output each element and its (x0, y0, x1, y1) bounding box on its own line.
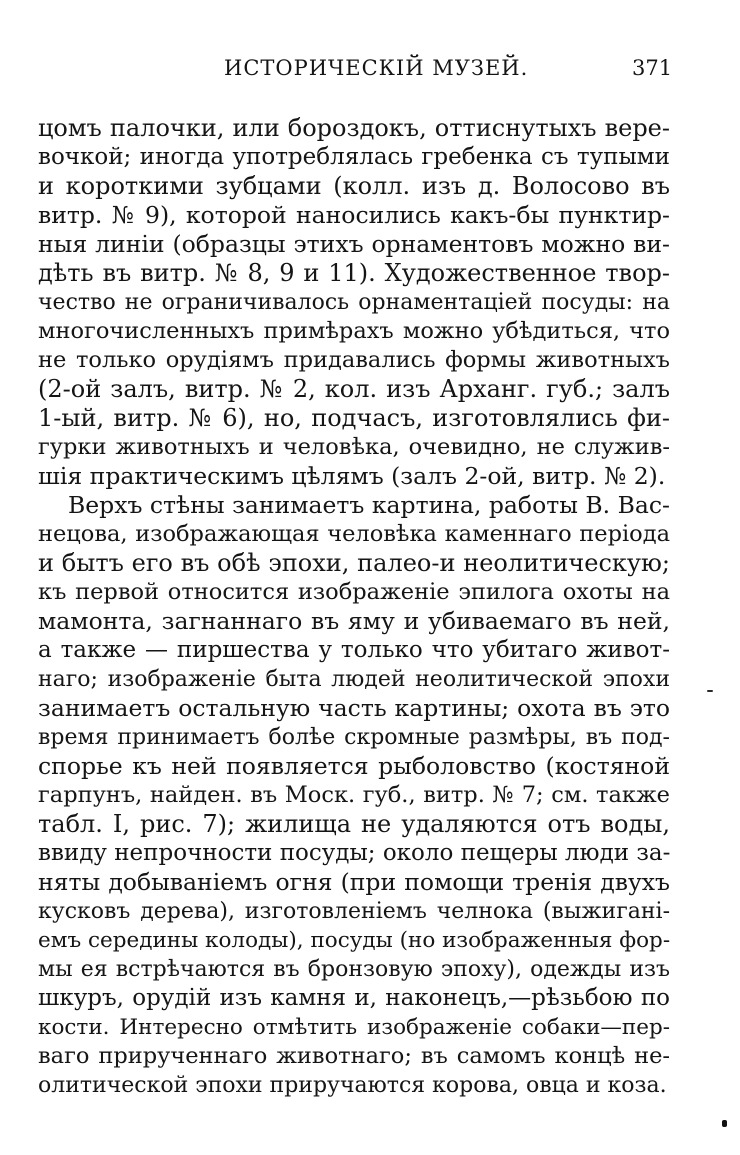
text-line: табл. I, рис. 7); жилища не удаляются отъ воды, (38, 810, 670, 838)
text-line: няты добыванiемъ огня (при помощи тренiя двухъ (38, 868, 670, 896)
text-line: и бытъ его въ обѣ эпохи, палео-и неолитическую; (38, 549, 670, 577)
running-title: ИСТОРИЧЕСКIЙ МУЗЕЙ. (224, 56, 529, 80)
text-line: дѣть въ витр. № 8, 9 и 11). Художественное твор- (38, 259, 670, 287)
text-line: мы ея встрѣчаются въ бронзовую эпоху), одежды изъ (38, 957, 670, 982)
text-line: наго; изображенiе быта людей неолитической эпохи (38, 667, 670, 692)
text-line: ныя линiи (образцы этихъ орнаментовъ можно ви- (38, 230, 670, 258)
page-number: 371 (632, 56, 673, 80)
text-line: нецова, изображающая человѣка каменнаго перiода (38, 521, 670, 547)
text-line: и короткими зубцами (колл. изъ д. Волосово въ (38, 172, 670, 200)
text-line: не только орудiямъ придавались формы животныхъ (38, 347, 670, 373)
text-line: занимаетъ остальную часть картины; охота въ это (38, 694, 670, 722)
text-line: вочкой; иногда употреблялась гребенка съ тупыми (38, 144, 670, 170)
text-line: къ первой относится изображенiе эпилога охоты на (38, 579, 670, 605)
scan-speck (707, 690, 713, 692)
scan-speck (722, 1120, 727, 1127)
text-line: цомъ палочки, или бороздокъ, оттиснутыхъ вере- (38, 114, 670, 142)
text-line: Верхъ стѣны занимаетъ картина, работы В. Вас- (68, 491, 670, 519)
text-line: емъ середины колоды), посуды (но изображенныя фор- (38, 928, 671, 953)
text-line: олитической эпохи приручаются корова, овца и коза. (38, 1073, 667, 1098)
text-line: мамонта, загнаннаго въ яму и убиваемаго въ ней, (38, 607, 670, 635)
text-line: кусковъ дерева), изготовленiемъ челнока (выжиганi- (38, 899, 670, 924)
text-line: шкуръ, орудiй изъ камня и, наконецъ,—рѣзьбою по (38, 985, 670, 1011)
text-line: витр. № 9), которой наносились какъ-бы пунктир- (38, 201, 670, 229)
text-line: шiя практическимъ цѣлямъ (залъ 2-ой, витр. № 2). (38, 462, 666, 490)
text-line: кости. Интересно отмѣтить изображенiе собаки—пер- (38, 1015, 670, 1040)
text-line: (2-ой залъ, витр. № 2, кол. изъ Арханг. губ.; залъ (38, 375, 670, 403)
text-line: ввиду непрочности посуды; около пещеры люди за- (38, 840, 671, 866)
text-line: гурки животныхъ и человѣка, очевидно, не служив- (38, 434, 670, 460)
text-line: чество не ограничивалось орнаментацiей посуды: на (38, 290, 670, 315)
text-line: спорье къ ней появляется рыболовство (костяной (38, 752, 670, 780)
text-line: время принимаетъ болѣе скромные размѣры, въ под- (38, 725, 670, 750)
text-line: многочисленныхъ примѣрахъ можно убѣдиться, что (38, 318, 670, 344)
text-line: 1-ый, витр. № 6), но, подчасъ, изготовлялись фи- (38, 404, 670, 432)
text-line: а также — пиршества у только что убитаго живот- (38, 637, 670, 663)
text-line: ваго прирученнаго животнаго; въ самомъ концѣ не- (38, 1043, 670, 1069)
text-line: гарпунъ, найден. въ Моск. губ., витр. № 7; см. также (38, 782, 670, 808)
